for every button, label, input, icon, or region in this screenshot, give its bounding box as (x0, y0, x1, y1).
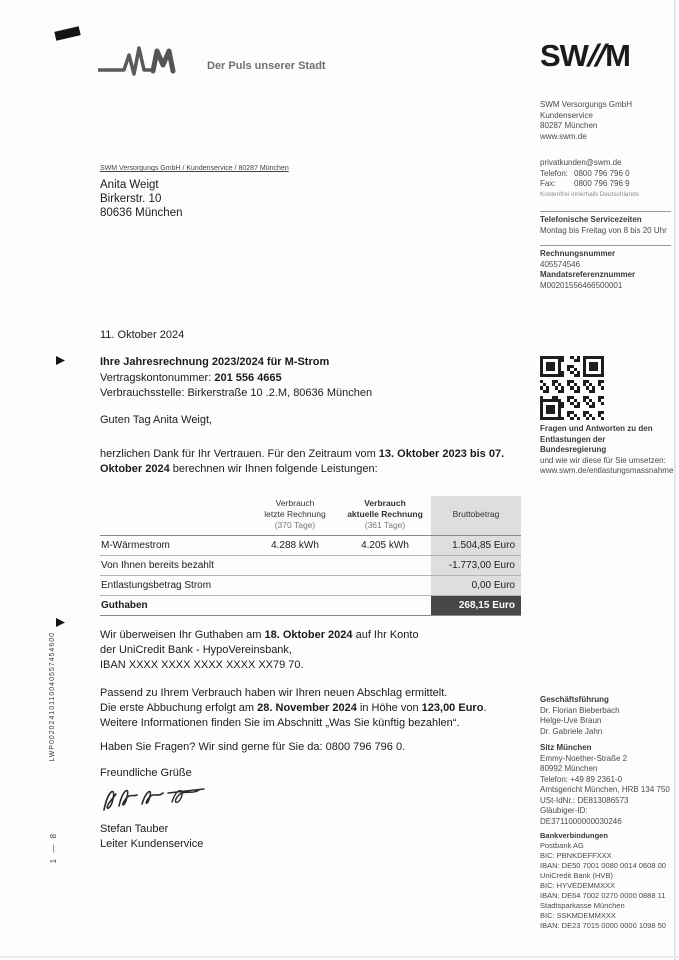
bank-line: Postbank AG (540, 841, 584, 850)
corner-mark (54, 26, 80, 40)
fold-mark (56, 356, 65, 365)
credit-text-2: auf Ihr Konto (352, 629, 419, 641)
management-line: Dr. Florian Bieberbach (540, 705, 620, 715)
billing-table (100, 496, 521, 616)
advance-text: Die erste Abbuchung erfolgt am (100, 702, 258, 714)
bank-line: BIC: PBNKDEFFXXX (540, 851, 612, 860)
recipient-name: Anita Weigt (100, 179, 159, 191)
swm-logo (540, 38, 630, 74)
fax-number: 0800 796 796 9 (574, 179, 630, 188)
advance-line-1: Passend zu Ihrem Verbrauch haben wir Ihren neuen Abschlag ermittelt. (100, 687, 448, 699)
seat-title: Sitz München (540, 743, 592, 752)
management-line: Dr. Gabriele Jahn (540, 726, 603, 736)
signer-title: Leiter Kundenservice (100, 838, 204, 850)
toll-free-note: Kostenfrei innerhalb Deutschlands (540, 190, 640, 198)
mandate-reference-label: Mandatsreferenznummer (540, 270, 636, 279)
scan-edge-bottom (0, 956, 679, 958)
intro-paragraph (100, 447, 530, 477)
swm-logo-m: M (605, 38, 630, 73)
bank-line: IBAN: DE64 7002 0270 0000 0888 11 (540, 891, 666, 900)
advance-amount: 123,00 Euro (421, 702, 484, 714)
table-row: Entlastungsbetrag Strom 0,00 Euro (100, 576, 521, 596)
letter-date: 11. Oktober 2024 (100, 329, 185, 341)
header-current-consumption: Verbrauch aktuelle Rechnung (361 Tage) (339, 496, 431, 536)
mandate-reference: M00201556466500001 (540, 280, 623, 290)
intro-text-2: berechnen wir Ihnen folgende Leistungen: (169, 463, 378, 475)
qr-note-link: www.swm.de/entlastungsmassnahme (540, 466, 674, 475)
company-line: 80287 München (540, 121, 598, 130)
advance-date: 28. November 2024 (257, 702, 357, 714)
sidebar-contact-block (540, 158, 671, 199)
bank-line: UniCredit Bank (HVB) (540, 871, 613, 880)
service-hours-title: Telefonische Servicezeiten (540, 215, 642, 224)
signer-name: Stefan Tauber (100, 823, 169, 835)
swm-logo-sw: SW (540, 38, 588, 73)
company-line: Kundenservice (540, 110, 593, 120)
signature (100, 780, 220, 822)
sidebar-qr-note (540, 424, 674, 477)
subject-line: Ihre Jahresrechnung 2023/2024 für M-Strom (100, 356, 330, 368)
seat-line: Gläubiger-ID: DE3711000000030246 (540, 806, 622, 826)
table-row: M-Wärmestrom 4.288 kWh 4.205 kWh 1.504,85 Euro (100, 536, 521, 556)
recipient-city: 80636 München (100, 207, 183, 219)
intro-text: herzlichen Dank für Ihr Vertrauen. Für den Zeitraum vom (100, 448, 379, 460)
contract-label: Vertragskontonummer: (100, 372, 215, 384)
questions-line: Haben Sie Fragen? Wir sind gerne für Sie da: 0800 796 796 0. (100, 741, 406, 753)
bank-line: IBAN: DE50 7001 0080 0014 0608 00 (540, 861, 666, 870)
recipient-address (100, 178, 530, 220)
company-website: www.swm.de (540, 131, 587, 141)
swm-logo-slashes: // (583, 38, 611, 73)
header-gross-amount: Bruttobetrag (431, 496, 521, 536)
phone-label: Telefon: (540, 168, 569, 178)
phone-number: 0800 796 796 0 (574, 168, 630, 178)
banks-title: Bankverbindungen (540, 831, 608, 840)
header-empty-cell (100, 496, 251, 536)
sidebar-invoice-numbers (540, 245, 671, 291)
seat-line: Telefon: +49 89 2361-0 (540, 774, 623, 784)
invoice-number-label: Rechnungsnummer (540, 249, 616, 258)
seat-line: Amtsgericht München, HRB 134 750 (540, 785, 670, 794)
seat-line: USt-IdNr.: DE813086573 (540, 795, 629, 805)
header-previous-consumption: Verbrauch letzte Rechnung (370 Tage) (251, 496, 339, 536)
qr-code (540, 356, 604, 420)
management-line: Helge-Uve Braun (540, 716, 602, 725)
sidebar-company-block (540, 100, 671, 142)
sidebar-service-hours (540, 211, 671, 236)
intro-period: 13. Oktober 2023 bis 07. Oktober 2024 (100, 448, 505, 475)
pulse-logo-icon (98, 40, 208, 85)
tagline: Der Puls unserer Stadt (207, 60, 326, 72)
consumption-point-line (100, 387, 530, 399)
place-label: Verbrauchsstelle: (100, 387, 188, 399)
advance-line-3: Weitere Informationen finden Sie im Abschnitt „Was Sie künftig bezahlen“. (100, 717, 460, 729)
scan-edge-right (674, 0, 676, 960)
service-hours-text: Montag bis Freitag von 8 bis 20 Uhr (540, 225, 667, 235)
sidebar-management (540, 695, 671, 737)
sender-line: SWM Versorgungs GmbH / Kundenservice / 80287 München (100, 165, 289, 172)
qr-note-text: und wie wir diese für Sie umsetzen: (540, 455, 666, 465)
contract-number-line (100, 372, 530, 384)
page-marker: 1 — 8 (49, 832, 58, 864)
credit-iban-line: IBAN XXXX XXXX XXXX XXXX XX79 70. (100, 659, 304, 671)
recipient-street: Birkerstr. 10 (100, 193, 162, 205)
credit-date: 18. Oktober 2024 (264, 629, 353, 641)
credit-paragraph (100, 628, 530, 673)
credit-amount-badge: 268,15 Euro (431, 596, 521, 616)
management-title: Geschäftsführung (540, 695, 609, 704)
billing-table-header (100, 496, 521, 536)
closing-line: Freundliche Grüße (100, 767, 192, 779)
table-row: Von Ihnen bereits bezahlt -1.773,00 Euro (100, 556, 521, 576)
bank-line: Stadtsparkasse München (540, 901, 625, 910)
contract-number: 201 556 4665 (214, 372, 282, 384)
signature-block (100, 822, 530, 852)
place-value: Birkerstraße 10 .2.M, 80636 München (187, 387, 373, 399)
company-line: SWM Versorgungs GmbH (540, 100, 633, 109)
document-barcode-text: LWP00202410110040557454600 (49, 632, 56, 762)
fax-label: Fax: (540, 179, 556, 188)
credit-text: Wir überweisen Ihr Guthaben am (100, 629, 265, 641)
bank-line: BIC: SSKMDEMMXXX (540, 911, 616, 920)
bank-line: IBAN: DE23 7015 0000 0000 1098 50 (540, 921, 666, 930)
salutation: Guten Tag Anita Weigt, (100, 414, 213, 426)
fold-mark (56, 618, 65, 627)
table-row-total: Guthaben 268,15 Euro (100, 596, 521, 616)
contact-email: privatkunden@swm.de (540, 158, 622, 167)
seat-line: Emmy-Noether-Straße 2 (540, 753, 628, 763)
advance-payment-paragraph: Passend zu Ihrem Verbrauch haben wir Ihren neuen Abschlag ermittelt. Die erste Abbuchung erfolgt am 28. November 2024 in Höhe von 123,00 Euro. Weitere Informationen finden Sie im Abschnitt „Was Sie künftig bezahlen“. (100, 686, 530, 731)
qr-note-bold: Fragen und Antworten zu den Entlastungen der Bundesregierung (540, 424, 653, 454)
sidebar-banks (540, 831, 671, 931)
seat-line: 80992 München (540, 764, 598, 773)
bank-line: BIC: HYVEDEMMXXX (540, 881, 616, 890)
sidebar-seat (540, 743, 671, 827)
invoice-number: 405574546 (540, 259, 581, 269)
credit-bank-line: der UniCredit Bank - HypoVereinsbank, (100, 644, 292, 656)
